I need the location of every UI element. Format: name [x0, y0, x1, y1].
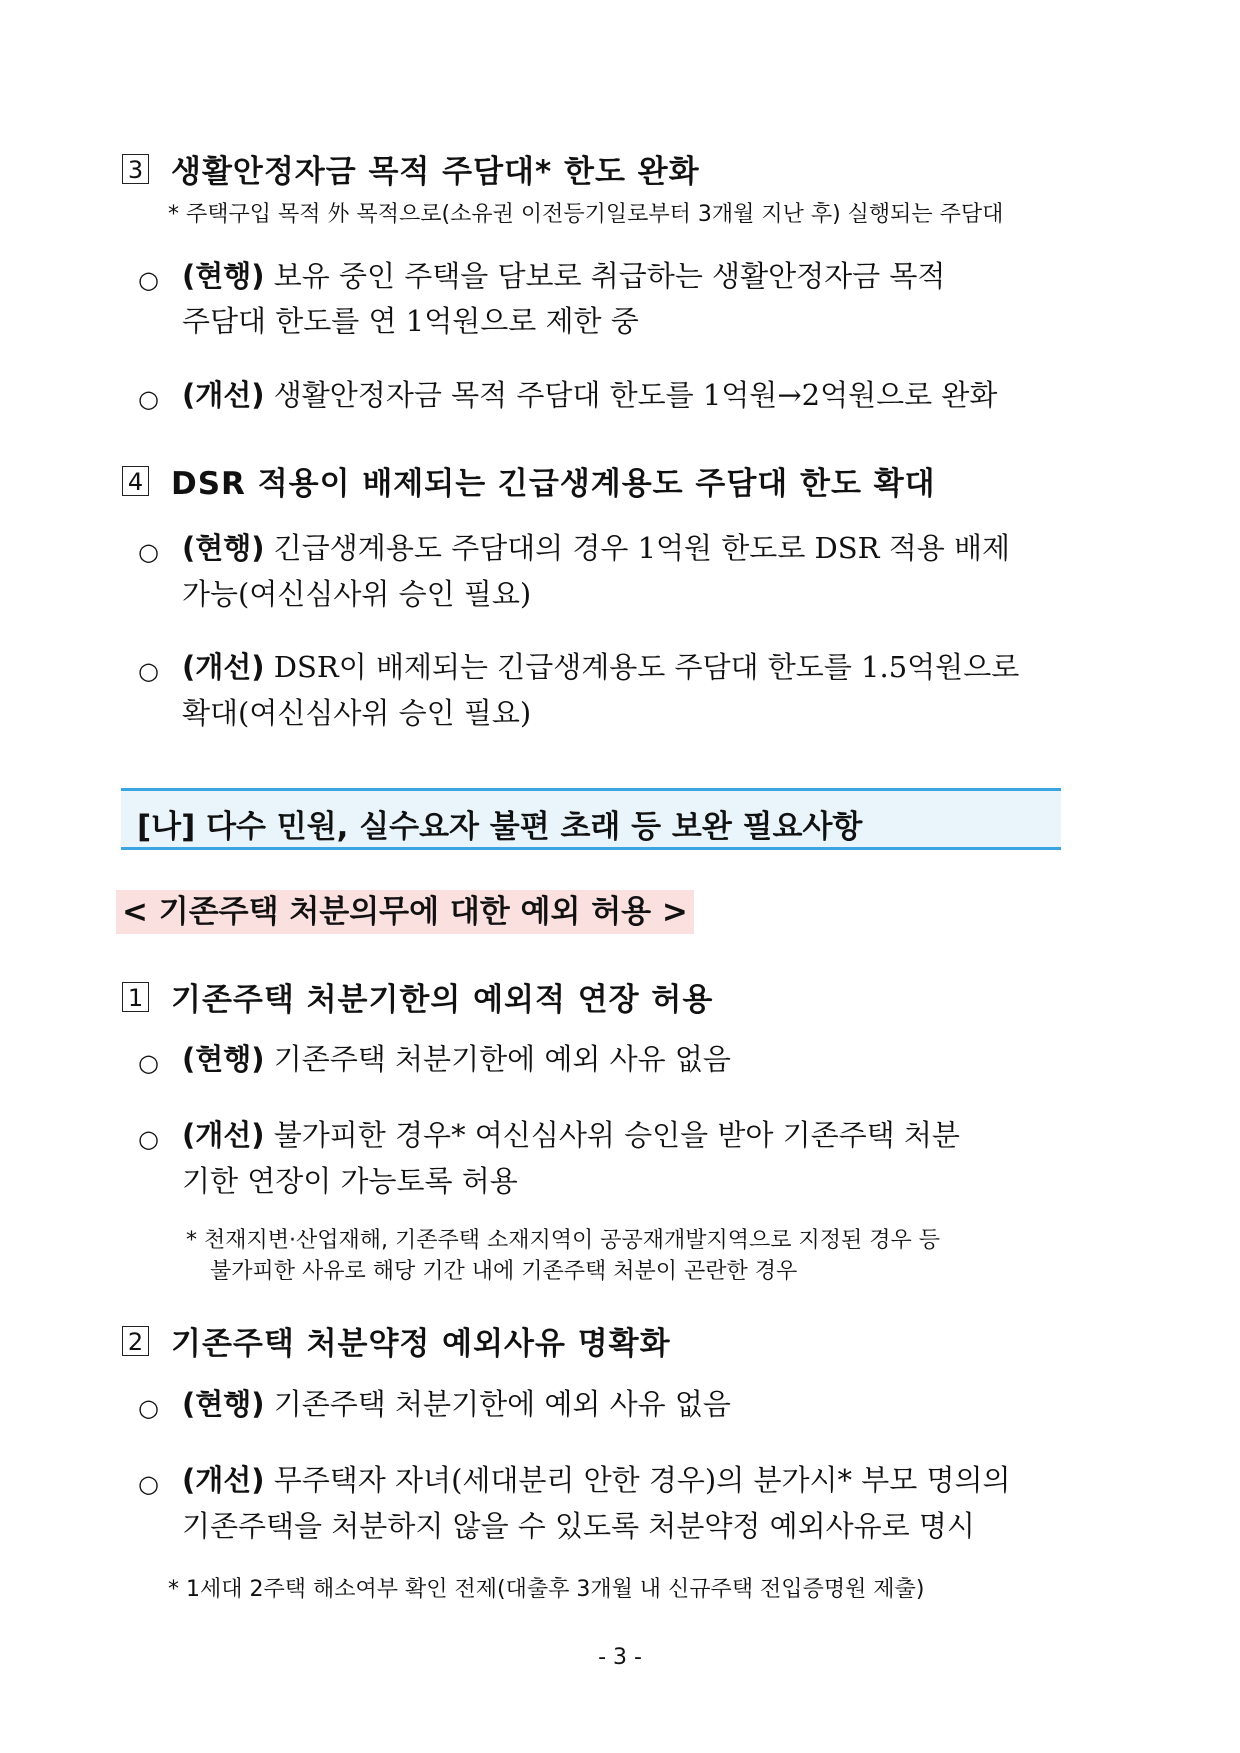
paragraph-text: 긴급생계용도 주담대의 경우 1억원 한도로 DSR 적용 배제 — [273, 531, 1010, 565]
banner-title: [나] 다수 민원, 실수요자 불편 초래 등 보완 필요사항 — [137, 809, 863, 845]
section-4-heading — [122, 458, 936, 503]
paragraph-continuation: 기한 연장이 가능토록 허용 — [182, 1164, 518, 1198]
label-current: (현행) — [182, 1387, 265, 1421]
label-improved: (개선) — [182, 1118, 265, 1152]
paragraph-improved — [182, 1118, 960, 1152]
bullet-circle: ○ — [138, 657, 159, 685]
paragraph-continuation: 기존주택을 처분하지 않을 수 있도록 처분약정 예외사유로 명시 — [182, 1509, 975, 1543]
paragraph-text: 기존주택 처분기한에 예외 사유 없음 — [273, 1042, 731, 1076]
section-number-box: 4 — [122, 466, 149, 496]
paragraph-current — [182, 531, 1010, 565]
section-title: 기존주택 처분약정 예외사유 명확화 — [171, 1326, 671, 1362]
paragraph-text: 무주택자 자녀(세대분리 안한 경우)의 분가시* 부모 명의의 — [273, 1463, 1011, 1497]
paragraph-improved — [182, 1463, 1011, 1497]
section-1-heading — [122, 974, 713, 1019]
section-number-box: 3 — [122, 154, 149, 184]
label-improved: (개선) — [182, 378, 265, 412]
section-3-heading — [122, 146, 700, 191]
bullet-circle: ○ — [138, 1394, 159, 1422]
label-improved: (개선) — [182, 1463, 265, 1497]
footnote-continuation: 불가피한 사유로 해당 기간 내에 기존주택 처분이 곤란한 경우 — [210, 1259, 798, 1284]
section-title: 기존주택 처분기한의 예외적 연장 허용 — [171, 982, 714, 1018]
paragraph-continuation: 주담대 한도를 연 1억원으로 제한 중 — [182, 304, 639, 338]
paragraph-current — [182, 259, 946, 293]
section-title: DSR 적용이 배제되는 긴급생계용도 주담대 한도 확대 — [171, 466, 936, 502]
bullet-circle: ○ — [138, 266, 159, 294]
section-number-box: 2 — [122, 1326, 149, 1356]
bullet-circle: ○ — [138, 385, 159, 413]
bullet-circle: ○ — [138, 1049, 159, 1077]
paragraph-text: 생활안정자금 목적 주담대 한도를 1억원→2억원으로 완화 — [273, 378, 998, 412]
bullet-circle: ○ — [138, 1125, 159, 1153]
paragraph-continuation: 확대(여신심사위 승인 필요) — [182, 696, 532, 730]
section-banner — [121, 788, 1061, 850]
footnote: * 천재지변·산업재해, 기존주택 소재지역이 공공재개발지역으로 지정된 경우 등 — [186, 1228, 941, 1253]
label-improved: (개선) — [182, 650, 265, 684]
page-number: - 3 - — [598, 1645, 642, 1670]
paragraph-current — [182, 1387, 731, 1421]
label-current: (현행) — [182, 259, 265, 293]
paragraph-continuation: 가능(여신심사위 승인 필요) — [182, 577, 532, 611]
paragraph-improved — [182, 650, 1020, 684]
subsection-heading: < 기존주택 처분의무에 대한 예외 허용 > — [116, 890, 694, 934]
bullet-circle: ○ — [138, 538, 159, 566]
footnote: * 1세대 2주택 해소여부 확인 전제(대출후 3개월 내 신규주택 전입증명원 제출) — [168, 1577, 925, 1602]
section-title: 생활안정자금 목적 주담대* 한도 완화 — [171, 154, 700, 190]
paragraph-current — [182, 1042, 731, 1076]
paragraph-text: 불가피한 경우* 여신심사위 승인을 받아 기존주택 처분 — [273, 1118, 960, 1152]
section-number-box: 1 — [122, 982, 149, 1012]
paragraph-text: 보유 중인 주택을 담보로 취급하는 생활안정자금 목적 — [273, 259, 946, 293]
bullet-circle: ○ — [138, 1470, 159, 1498]
label-current: (현행) — [182, 531, 265, 565]
section-2-heading — [122, 1318, 671, 1363]
footnote: * 주택구입 목적 外 목적으로(소유권 이전등기일로부터 3개월 지난 후) 실행되는 주담대 — [168, 202, 1004, 227]
paragraph-text: 기존주택 처분기한에 예외 사유 없음 — [273, 1387, 731, 1421]
paragraph-text: DSR이 배제되는 긴급생계용도 주담대 한도를 1.5억원으로 — [273, 650, 1020, 684]
label-current: (현행) — [182, 1042, 265, 1076]
paragraph-improved — [182, 378, 998, 412]
